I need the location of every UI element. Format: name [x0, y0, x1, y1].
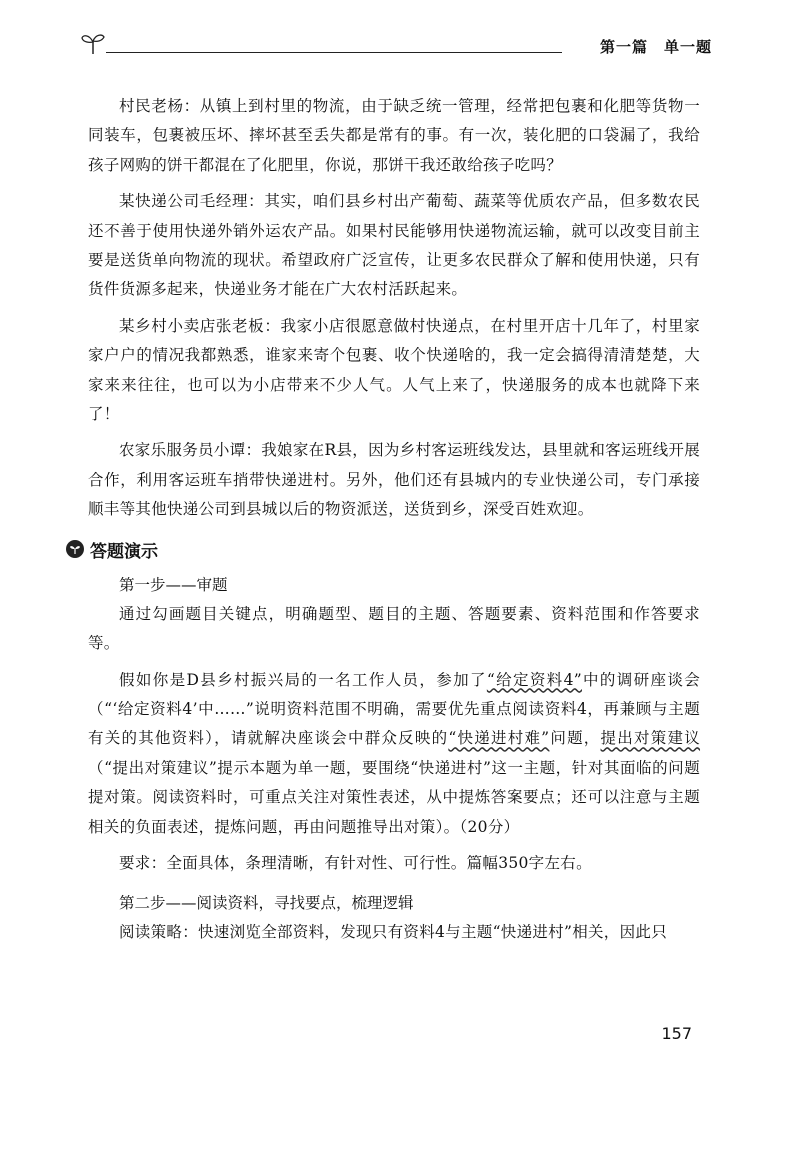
sprout-icon	[80, 30, 106, 56]
step1-title: 第一步——审题	[119, 575, 228, 594]
paragraph-villager-yang: 村民老杨：从镇上到村里的物流，由于缺乏统一管理，经常把包裹和化肥等货物一同装车，包裹被压坏、摔坏甚至丢失都是常有的事。有一次，装化肥的口袋漏了，我给孩子网购的饼干都混在了化肥里，你说，那饼干我还敢给孩子吃吗？	[88, 97, 700, 174]
sprout-badge-icon	[66, 540, 84, 558]
header-title: 第一篇 单一题	[599, 38, 712, 56]
page-content	[88, 92, 700, 948]
page-header	[80, 30, 712, 60]
step1-requirement: 要求：全面具体，条理清晰，有针对性、可行性。篇幅350字左右。	[119, 853, 592, 872]
keyword-propose-countermeasures: 提出对策建议	[600, 729, 701, 748]
header-rule	[106, 52, 562, 53]
keyword-material-4: “给定资料4”	[486, 670, 582, 689]
step2-strategy: 阅读策略：快速浏览全部资料，发现只有资料4与主题“快递进村”相关，因此只	[119, 923, 668, 942]
page-number: 157	[661, 1024, 692, 1043]
step1-analysis: 假如你是D县乡村振兴局的一名工作人员，参加了“给定资料4”中的调研座谈会（“‘给定资料4’中……”说明资料范围不明确，需要优先重点阅读资料4，再兼顾与主题有关的其他资料），请就解决座谈会中群众反映的“快递进村难”问题，提出对策建议（“提出对策建议”提示本题为单一题，要围绕“快递进村”这一主题，针对其面临的问题提对策。阅读资料时，可重点关注对策性表述，从中提炼答案要点；还可以注意与主题相关的负面表述，提炼问题，再由问题推导出对策）。（20分）	[88, 670, 701, 836]
paragraph-waiter-tan: 农家乐服务员小谭：我娘家在R县，因为乡村客运班线发达，县里就和客运班线开展合作，利用客运班车捎带快递进村。另外，他们还有县城内的专业快递公司，专门承接顺丰等其他快递公司到县城以后的物资派送，送货到乡，深受百姓欢迎。	[88, 441, 700, 519]
paragraph-manager-mao: 某快递公司毛经理：其实，咱们县乡村出产葡萄、蔬菜等优质农产品，但多数农民还不善于使用快递外销外运农产品。如果村民能够用快递物流运输，就可以改变目前主要是送货单向物流的现状。希望政府广泛宣传，让更多农民群众了解和使用快递，只有货件货源多起来，快递业务才能在广大农村活跃起来。	[88, 192, 700, 299]
section-heading	[66, 537, 700, 562]
section-title: 答题演示	[90, 541, 158, 562]
keyword-delivery-difficulty: “快递进村难”	[448, 729, 550, 748]
step2-title: 第二步——阅读资料，寻找要点，梳理逻辑	[119, 894, 414, 913]
paragraph-shop-owner-zhang: 某乡村小卖店张老板：我家小店很愿意做村快递点，在村里开店十几年了，村里家家户户的情况我都熟悉，谁家来寄个包裹、收个快递啥的，我一定会搞得清清楚楚，大家来来往往，也可以为小店带来不少人气。人气上来了，快递服务的成本也就降下来了！	[88, 316, 700, 424]
step1-intro: 通过勾画题目关键点，明确题型、题目的主题、答题要素、资料范围和作答要求等。	[88, 604, 700, 653]
